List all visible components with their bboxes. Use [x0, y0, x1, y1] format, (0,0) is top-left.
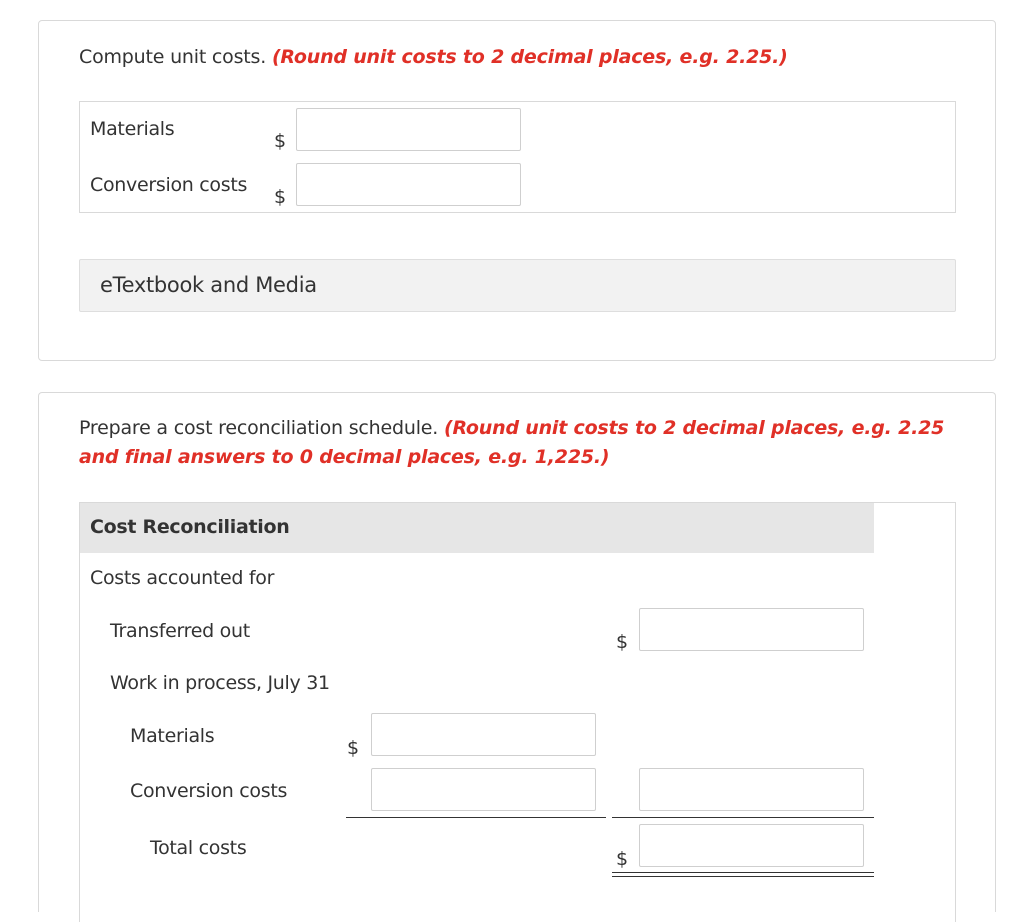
transferred-out-currency: $	[616, 631, 629, 653]
materials-unit-cost-label: Materials	[90, 118, 175, 140]
wip-materials-label: Materials	[130, 725, 215, 747]
wip-total-rule	[612, 817, 874, 818]
materials-unit-cost-currency: $	[274, 130, 287, 152]
conversion-unit-cost-label: Conversion costs	[90, 174, 248, 196]
unit-costs-instruction-text: Compute unit costs.	[79, 46, 267, 68]
total-double-rule-bottom	[612, 876, 874, 877]
wip-conversion-costs-input[interactable]	[371, 768, 596, 811]
total-double-rule-top	[612, 872, 874, 873]
etextbook-media-button[interactable]	[79, 259, 956, 312]
materials-unit-cost-input[interactable]	[296, 108, 521, 151]
wip-conversion-costs-label: Conversion costs	[130, 780, 288, 802]
costs-accounted-for-label: Costs accounted for	[90, 567, 275, 589]
wip-subtotal-rule	[346, 817, 606, 818]
total-costs-label: Total costs	[150, 837, 247, 859]
reconciliation-rounding-note: (Round unit costs to 2 decimal places, e.g. 2.25 and final answers to 0 decimal places, e.g. 1,225.)	[79, 417, 945, 468]
reconciliation-instruction-text: Prepare a cost reconciliation schedule.	[79, 417, 439, 439]
total-costs-input[interactable]	[639, 824, 864, 867]
conversion-unit-cost-input[interactable]	[296, 163, 521, 206]
etextbook-media-label: eTextbook and Media	[100, 273, 317, 297]
wip-materials-currency: $	[347, 737, 360, 759]
conversion-unit-cost-currency: $	[274, 186, 287, 208]
transferred-out-input[interactable]	[639, 608, 864, 651]
transferred-out-label: Transferred out	[110, 620, 250, 642]
wip-total-input[interactable]	[639, 768, 864, 811]
cost-reconciliation-table	[79, 502, 956, 922]
cost-reconciliation-card	[38, 392, 996, 912]
total-costs-currency: $	[616, 848, 629, 870]
cost-reconciliation-title: Cost Reconciliation	[90, 516, 290, 538]
wip-materials-input[interactable]	[371, 713, 596, 756]
reconciliation-instruction	[79, 414, 959, 472]
work-in-process-label: Work in process, July 31	[110, 672, 330, 694]
unit-costs-rounding-note: (Round unit costs to 2 decimal places, e.g. 2.25.)	[271, 46, 788, 68]
unit-costs-card	[38, 20, 996, 361]
unit-costs-table	[79, 101, 956, 213]
unit-costs-instruction	[79, 43, 959, 72]
cost-reconciliation-header	[80, 503, 874, 553]
